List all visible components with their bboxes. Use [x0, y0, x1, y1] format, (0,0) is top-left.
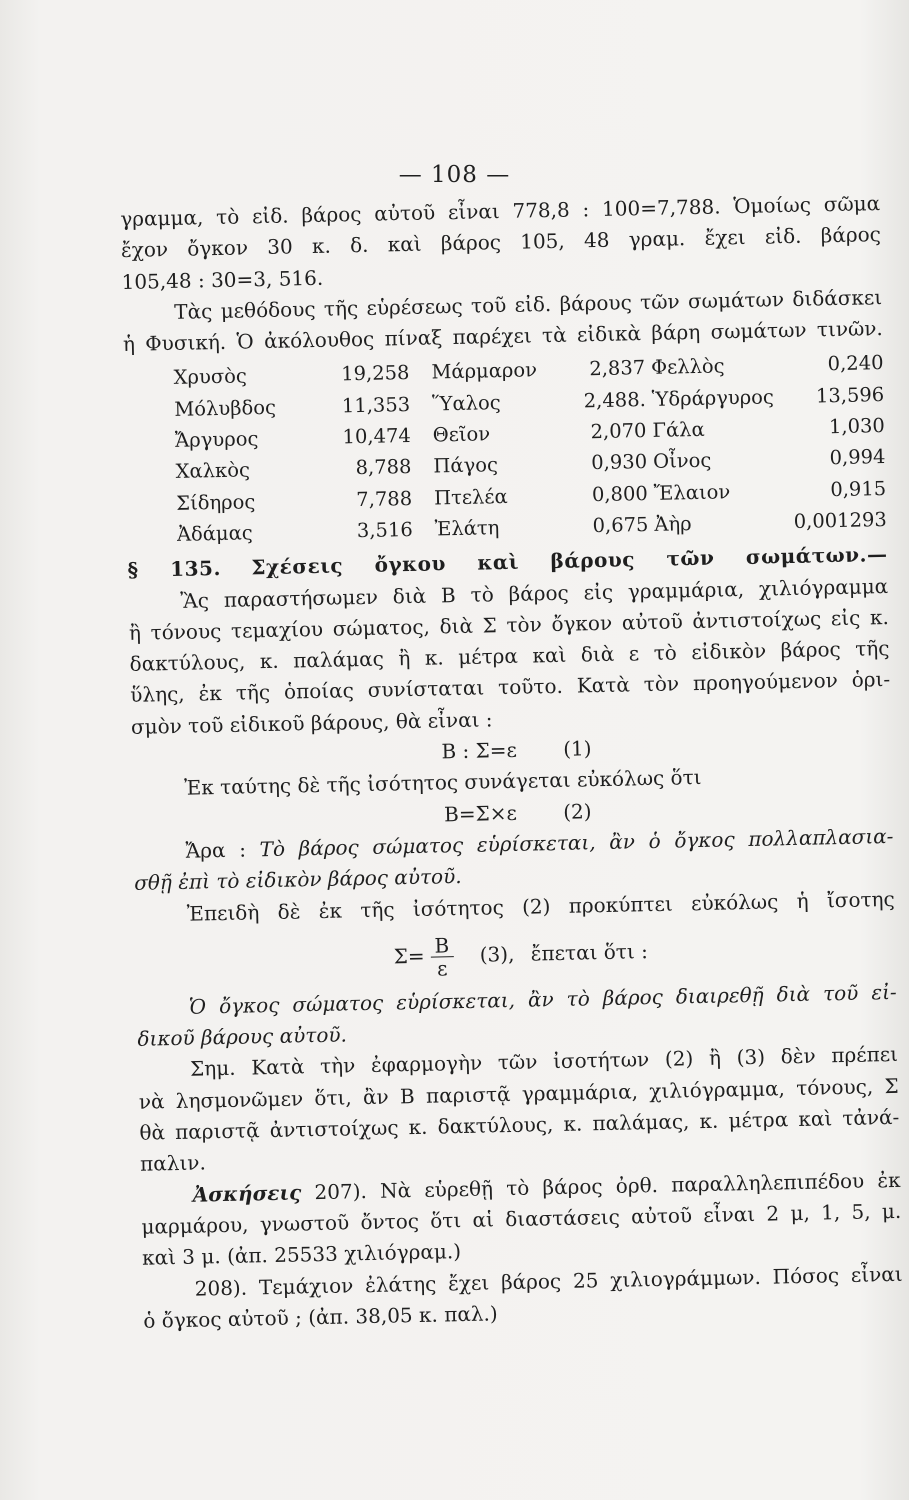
exercise-line: μαρμάρου, γνωστοῦ ὄντος ὅτι αἱ διαστάσεις αὐτοῦ εἶναι 2 μ, 1, 5, μ. — [141, 1198, 902, 1239]
text-line: δακτύλους, κ. παλάμας ἢ κ. μέτρα καὶ διὰ ε τὸ εἰδικὸν βάρος τῆς — [129, 636, 890, 677]
text-line: ἢ τόνους τεμαχίου σώματος, διὰ Σ τὸν ὄγκον αὐτοῦ ἀντιστοίχως εἰς κ. — [128, 604, 890, 645]
equation-expr: Β=Σ×ε — [443, 800, 518, 826]
material-value: 0,800 — [591, 481, 648, 506]
material-value: 3,516 — [356, 517, 413, 543]
material-value: 2,488. — [583, 387, 647, 413]
equation-number: (1) — [562, 736, 592, 761]
material-name: Φελλὸς — [650, 354, 725, 380]
rule-text: Τὸ βάρος σώματος εὑρίσκεται, ἂν ὁ ὄγκος πολλαπλασια- — [259, 823, 894, 862]
material-value: 0,994 — [829, 445, 886, 470]
text-line: ἔχον ὄγκον 30 κ. δ. καὶ βάρος 105, 48 γραμ. ἔχει εἰδ. βάρος — [120, 222, 882, 263]
material-name: Ἄργυρος — [174, 427, 259, 452]
note-line: θὰ παριστᾷ ἀντιστοίχως κ. δακτύλους, κ. παλάμας, κ. μέτρα καὶ τἀνά- — [139, 1104, 900, 1145]
equation-number: (3), — [479, 941, 515, 967]
rule-line: δικοῦ βάρους αὐτοῦ. — [137, 1022, 348, 1051]
material-value: 8,788 — [355, 455, 412, 480]
fraction — [430, 934, 454, 979]
material-name: Χαλκὸς — [175, 458, 251, 484]
material-value: 0,001293 — [793, 507, 888, 533]
note-line: Σημ. Κατὰ τὴν ἐφαρμογὴν τῶν ἰσοτήτων (2) ἢ (3) δὲν πρέπει — [189, 1042, 899, 1082]
fraction-numerator: Β — [430, 934, 453, 957]
exercise-line: καὶ 3 μ. (ἀπ. 25533 χιλιόγραμ.) — [141, 1239, 462, 1270]
specific-weight-table — [173, 348, 887, 551]
material-name: Σίδηρος — [176, 489, 256, 515]
material-name: Πτελέα — [433, 484, 508, 510]
material-value: 19,258 — [341, 361, 410, 386]
page-body — [120, 188, 904, 1337]
material-name: Οἶνος — [652, 449, 712, 474]
material-value: 2,070 — [590, 419, 647, 444]
material-name: Ἀδάμας — [176, 521, 253, 546]
material-value: 13,596 — [815, 382, 885, 408]
material-value: 0,240 — [827, 351, 884, 376]
ara-label: Ἄρα : — [185, 837, 247, 863]
material-name: Πάγος — [433, 453, 499, 478]
exercise-line: ὁ ὄγκος αὐτοῦ ; (ἀπ. 38,05 κ. παλ.) — [143, 1301, 498, 1333]
material-value: 0,675 — [592, 512, 649, 538]
note-line: παλιν. — [139, 1150, 207, 1177]
text-line: Ἂς παραστήσωμεν διὰ Β τὸ βάρος εἰς γραμμάρια, χιλιόγραμμα — [180, 573, 889, 613]
exercise-label: Ἀσκήσεις — [192, 1180, 302, 1207]
text-line: ἡ Φυσική. Ὁ ἀκόλουθος πίναξ παρέχει τὰ εἰδικὰ βάρη σωμάτων τινῶν. — [122, 316, 884, 357]
text-line: Ἐκ ταύτης δὲ τῆς ἰσότητος συνάγεται εὐκόλως ὅτι — [183, 765, 702, 801]
equation-lhs: Σ= — [393, 943, 425, 969]
material-name: Μάρμαρον — [431, 358, 538, 384]
material-value: 0,915 — [830, 476, 887, 501]
material-name: Χρυσὸς — [173, 364, 248, 390]
text-line: Ἐπειδὴ δὲ ἐκ τῆς ἰσότητος (2) προκύπτει εὐκόλως ἡ ἴσοτης — [186, 886, 895, 926]
material-value: 11,353 — [341, 392, 411, 418]
material-name: Ἐλάτη — [434, 516, 500, 541]
section-number: § 135. — [127, 556, 222, 583]
equation-expr: Β : Σ=ε — [441, 737, 518, 764]
text-line: σμὸν τοῦ εἰδικοῦ βάρους, θὰ εἶναι : — [130, 707, 493, 739]
text-line: Τὰς μεθόδους τῆς εὑρέσεως τοῦ εἰδ. βάρους τῶν σωμάτων διδάσκει — [174, 284, 883, 324]
material-value: 1,030 — [828, 414, 886, 439]
material-value: 10,474 — [342, 424, 412, 449]
page-number: — 108 — — [398, 162, 511, 188]
exercise-line: 208). Τεμάχιον ἐλάτης ἔχει βάρος 25 χιλιογράμμων. Πόσος εἶναι — [194, 1261, 903, 1301]
exercise-text: 207). Νὰ εὑρεθῇ τὸ βάρος ὀρθ. παραλληλεπιπέδου ἐκ — [314, 1167, 901, 1204]
note-line: νὰ λησμονῶμεν ὅτι, ἂν Β παριστᾷ γραμμάρια, χιλιόγραμμα, τόνους, Σ — [138, 1073, 899, 1114]
fraction-denominator: ε — [436, 956, 448, 981]
material-name: Γάλα — [652, 417, 705, 442]
section-title: Σχέσεις ὄγκου καὶ βάρους τῶν σωμάτων.— — [251, 542, 888, 580]
text-line: γραμμα, τὸ εἰδ. βάρος αὐτοῦ εἶναι 778,8 : 100=7,788. Ὁμοίως σῶμα — [120, 191, 881, 231]
material-value: 2,837 — [589, 356, 646, 381]
material-value: 7,788 — [356, 486, 413, 511]
text-line: 105,48 : 30=3, 516. — [121, 265, 324, 294]
material-name: Μόλυβδος — [174, 395, 277, 421]
material-name: Ἀὴρ — [654, 512, 692, 536]
rule-line: Ὁ ὄγκος σώματος εὑρίσκεται, ἂν τὸ βάρος διαιρεθῇ διὰ τοῦ εἰ- — [188, 979, 897, 1019]
equation-tail: ἔπεται ὅτι : — [530, 938, 649, 966]
equation-number: (2) — [562, 798, 592, 824]
material-value: 0,930 — [591, 450, 648, 475]
material-name: Ἔλαιον — [653, 479, 731, 505]
text-line: ὕλης, ἐκ τῆς ὁποίας συνίσταται τοῦτο. Κατὰ τὸν προηγούμενον ὁρι- — [130, 667, 891, 708]
material-name: Ὕαλος — [431, 390, 501, 416]
material-name: Θεῖον — [432, 422, 491, 447]
rule-line: σθῇ ἐπὶ τὸ εἰδικὸν βάρος αὐτοῦ. — [133, 864, 462, 896]
material-name: Ὑδράργυρος — [651, 385, 775, 411]
